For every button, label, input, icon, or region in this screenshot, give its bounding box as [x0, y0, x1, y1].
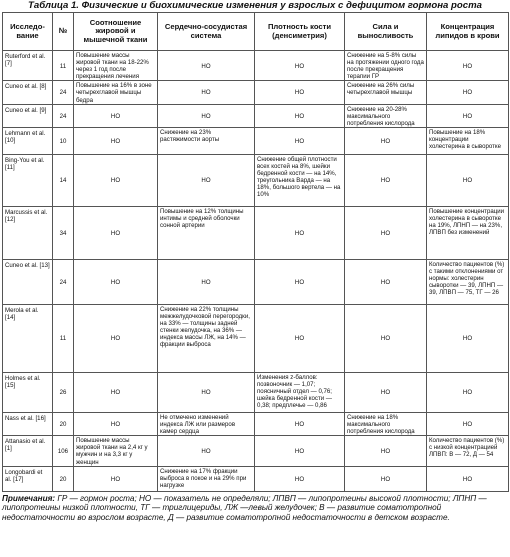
table-cell: НО — [345, 436, 427, 466]
table-cell: 20 — [53, 466, 74, 491]
table-body — [3, 51, 509, 492]
table-row — [3, 104, 509, 127]
study-cell: Longobardi et al. [17] — [3, 466, 53, 491]
table-cell: НО — [158, 104, 255, 127]
table-cell: НО — [345, 259, 427, 304]
header-bone-density: Плотность кости (денсиметрия) — [255, 13, 345, 51]
table-cell: НО — [255, 206, 345, 259]
table-cell: Количество пациентов (%) с такими отклонениями от нормы: холестерин сыворотки — 39, ЛПНП — 39, ЛПВП — 75, ТГ — 26 — [427, 259, 509, 304]
table-cell: Снижение на 20-28% максимального потребления кислорода — [345, 104, 427, 127]
notes-label: Примечания: — [2, 493, 56, 503]
table-cell: Повышение массы жировой ткани на 18-22% через 1 год после прекращения лечения — [74, 51, 158, 81]
data-table — [2, 12, 509, 492]
table-cell: Не отмечено изменений индекса ЛЖ или размеров камер сердца — [158, 412, 255, 435]
study-cell: Marcussis et al. [12] — [3, 206, 53, 259]
table-cell: НО — [427, 154, 509, 206]
header-cardiovascular: Сердечно-сосудистая система — [158, 13, 255, 51]
table-row — [3, 436, 509, 466]
header-fat-muscle: Соотношение жировой и мышечной ткани — [74, 13, 158, 51]
study-cell: Cuneo et al. [9] — [3, 104, 53, 127]
table-cell: 14 — [53, 154, 74, 206]
table-row — [3, 372, 509, 412]
table-cell: Количество пациентов (%) с низкой концентрацией ЛПВП: В — 72, Д — 54 — [427, 436, 509, 466]
table-cell: Снижение на 22% толщины межжелудочковой перегородки, на 33% — толщины задней стенки желудочка, на 36% — индекса массы ЛЖ, на 14% — фракции выброса — [158, 304, 255, 372]
table-cell: НО — [255, 412, 345, 435]
table-row — [3, 304, 509, 372]
table-notes — [2, 494, 508, 523]
study-cell: Ruterford et al. [7] — [3, 51, 53, 81]
table-cell: НО — [427, 81, 509, 104]
table-row — [3, 412, 509, 435]
table-cell: НО — [74, 412, 158, 435]
table-cell: НО — [74, 466, 158, 491]
table-cell: НО — [427, 372, 509, 412]
table-cell: НО — [255, 81, 345, 104]
header-strength: Сила и выносливость — [345, 13, 427, 51]
table-row — [3, 81, 509, 104]
table-cell: НО — [158, 259, 255, 304]
table-cell: Повышение на 18% концентрации холестерина в сыворотке — [427, 127, 509, 154]
header-lipids: Концентрация липидов в крови — [427, 13, 509, 51]
table-cell: НО — [255, 51, 345, 81]
table-cell: Повышение на 16% в зоне четырехглавой мышцы бедра — [74, 81, 158, 104]
table-cell: НО — [427, 466, 509, 491]
table-cell: НО — [345, 206, 427, 259]
table-row — [3, 466, 509, 491]
table-row — [3, 127, 509, 154]
table-cell: 24 — [53, 81, 74, 104]
table-row — [3, 259, 509, 304]
study-cell: Cuneo et al. [8] — [3, 81, 53, 104]
study-cell: Merola et al. [14] — [3, 304, 53, 372]
table-cell: НО — [74, 154, 158, 206]
table-cell: 24 — [53, 259, 74, 304]
table-cell: НО — [255, 259, 345, 304]
table-cell: НО — [74, 259, 158, 304]
study-cell: Cuneo et al. [13] — [3, 259, 53, 304]
table-cell: 11 — [53, 51, 74, 81]
table-cell: НО — [158, 154, 255, 206]
table-cell: НО — [345, 372, 427, 412]
study-cell: Nass et al. [16] — [3, 412, 53, 435]
table-row — [3, 206, 509, 259]
table-cell: НО — [427, 412, 509, 435]
table-cell: 34 — [53, 206, 74, 259]
table-cell: 26 — [53, 372, 74, 412]
table-cell: НО — [255, 104, 345, 127]
document-page — [2, 0, 508, 557]
table-cell: Повышение концентрации холестерина в сыворотке на 19%, ЛПНП — на 23%, ЛПВП без изменений — [427, 206, 509, 259]
table-cell: НО — [345, 304, 427, 372]
study-cell: Lehmann et al. [10] — [3, 127, 53, 154]
table-cell: Повышение массы жировой ткани на 2,4 кг у мужчин и на 3,3 кг у женщин — [74, 436, 158, 466]
table-cell: НО — [74, 127, 158, 154]
header-study: Исследо-вание — [3, 13, 53, 51]
table-title: Таблица 1. Физические и биохимические изменения у взрослых с дефицитом гормона роста — [28, 0, 482, 11]
table-cell: НО — [255, 466, 345, 491]
table-cell: НО — [345, 466, 427, 491]
table-cell: 10 — [53, 127, 74, 154]
table-cell: НО — [74, 206, 158, 259]
study-cell: Holmes et al. [15] — [3, 372, 53, 412]
table-cell: Повышение на 12% толщины интимы и средней оболочки сонной артерии — [158, 206, 255, 259]
table-row — [3, 51, 509, 81]
table-cell: НО — [158, 81, 255, 104]
table-cell: НО — [74, 372, 158, 412]
study-cell: Bing-You et al. [11] — [3, 154, 53, 206]
table-cell: Изменения z-баллов: позвоночник — 1,07; поясничный отдел — 0,76; шейка бедренной кости — 0,38; предплечье — 0,86 — [255, 372, 345, 412]
table-cell: НО — [158, 436, 255, 466]
table-cell: Снижение на 23% растяжимости аорты — [158, 127, 255, 154]
table-cell: 11 — [53, 304, 74, 372]
table-cell: НО — [74, 304, 158, 372]
table-cell: НО — [158, 51, 255, 81]
notes-text: ГР — гормон роста; НО — показатель не определяли; ЛПВП — липопротеины высокой плотности; ЛПНП — липопротеины низкой плотности, ТГ — триглицериды, ЛЖ —левый желудочек; В — развитие соматотропной недостаточности во взрослом возрасте, Д — развитие соматотропной недостаточности в детском возрасте. — [2, 493, 487, 522]
table-cell: НО — [158, 372, 255, 412]
header-number: № — [53, 13, 74, 51]
table-cell: 106 — [53, 436, 74, 466]
table-cell: Снижение на 26% силы четырехглавой мышцы — [345, 81, 427, 104]
table-cell: НО — [255, 127, 345, 154]
table-cell: Снижение на 17% фракции выброса в покое и на 29% при нагрузке — [158, 466, 255, 491]
table-header-row — [3, 13, 509, 51]
table-cell: НО — [427, 304, 509, 372]
table-cell: Снижение на 18% максимального потребления кислорода — [345, 412, 427, 435]
table-cell: Снижение общей плотности всех костей на 8%, шейки бедренной кости — на 14%, треугольника Варда — на 18%, большого вертела — на 10% — [255, 154, 345, 206]
table-cell: НО — [74, 104, 158, 127]
table-cell: НО — [345, 127, 427, 154]
table-cell: НО — [345, 154, 427, 206]
table-cell: НО — [255, 436, 345, 466]
table-cell: 24 — [53, 104, 74, 127]
table-cell: НО — [255, 304, 345, 372]
table-row — [3, 154, 509, 206]
table-cell: НО — [427, 104, 509, 127]
study-cell: Attanasio et al. [1] — [3, 436, 53, 466]
table-cell: НО — [427, 51, 509, 81]
table-cell: Снижение на 5-8% силы на протяжении одного года после прекращения терапии ГР — [345, 51, 427, 81]
table-cell: 20 — [53, 412, 74, 435]
